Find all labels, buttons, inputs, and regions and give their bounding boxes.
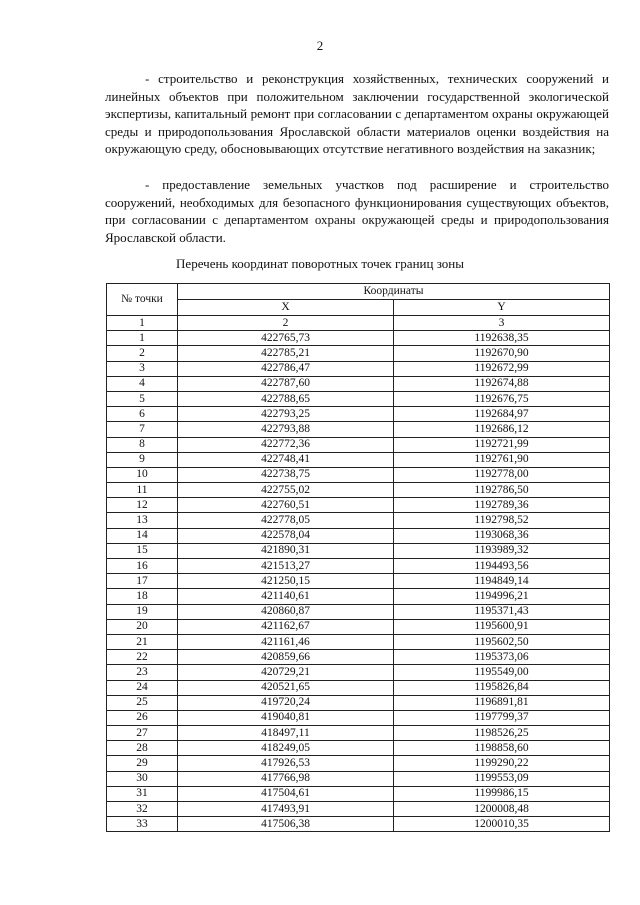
point-number-cell: 7: [107, 422, 178, 437]
point-number-cell: 3: [107, 361, 178, 376]
table-row: [107, 391, 610, 406]
table-row: [107, 619, 610, 634]
y-coordinate-cell: 1192638,35: [394, 331, 610, 346]
header-x: X: [178, 300, 394, 316]
point-number-cell: 2: [107, 346, 178, 361]
y-coordinate-cell: 1192761,90: [394, 452, 610, 467]
point-number-cell: 24: [107, 680, 178, 695]
y-coordinate-cell: 1192684,97: [394, 407, 610, 422]
y-coordinate-cell: 1192674,88: [394, 376, 610, 391]
table-row: [107, 817, 610, 832]
y-coordinate-cell: 1192670,90: [394, 346, 610, 361]
x-coordinate-cell: 419040,81: [178, 710, 394, 725]
table-row: [107, 528, 610, 543]
paragraph-construction: - строительство и реконструкция хозяйственных, технических сооружений и линейных объектов при положительном заключении государственной экологической экспертизы, капитальный ремонт при согласовании с департаментом охраны окружающей среды и природопользования Ярославской области материалов оценки воздействия на окружающую среду, обосновывающих отсутствие негативного воздействия на заказник;: [105, 71, 609, 157]
x-coordinate-cell: 422760,51: [178, 498, 394, 513]
x-coordinate-cell: 422778,05: [178, 513, 394, 528]
x-coordinate-cell: 421161,46: [178, 634, 394, 649]
y-coordinate-cell: 1192798,52: [394, 513, 610, 528]
x-coordinate-cell: 422786,47: [178, 361, 394, 376]
y-coordinate-cell: 1200008,48: [394, 802, 610, 817]
y-coordinate-cell: 1195602,50: [394, 634, 610, 649]
point-number-cell: 18: [107, 589, 178, 604]
point-number-cell: 14: [107, 528, 178, 543]
y-coordinate-cell: 1193068,36: [394, 528, 610, 543]
table-row: [107, 802, 610, 817]
table-row: [107, 589, 610, 604]
y-coordinate-cell: 1195600,91: [394, 619, 610, 634]
x-coordinate-cell: 422793,88: [178, 422, 394, 437]
x-coordinate-cell: 420729,21: [178, 665, 394, 680]
column-number-1: 1: [107, 316, 178, 331]
table-row: [107, 513, 610, 528]
table-row: [107, 452, 610, 467]
point-number-cell: 19: [107, 604, 178, 619]
point-number-cell: 15: [107, 543, 178, 558]
table-row: [107, 407, 610, 422]
point-number-cell: 12: [107, 498, 178, 513]
paragraph-land-plots: - предоставление земельных участков под расширение и строительство сооружений, необходимых для безопасного функционирования существующих объектов, при согласовании с департаментом охраны окружающей среды и природопользования Ярославской области.: [105, 177, 609, 245]
point-number-cell: 1: [107, 331, 178, 346]
x-coordinate-cell: 417504,61: [178, 786, 394, 801]
point-number-cell: 27: [107, 726, 178, 741]
point-number-cell: 5: [107, 391, 178, 406]
x-coordinate-cell: 421162,67: [178, 619, 394, 634]
page-number: 2: [316, 38, 324, 53]
x-coordinate-cell: 420859,66: [178, 650, 394, 665]
point-number-cell: 6: [107, 407, 178, 422]
table-row: [107, 771, 610, 786]
table-row: [107, 361, 610, 376]
point-number-cell: 31: [107, 786, 178, 801]
y-coordinate-cell: 1192789,36: [394, 498, 610, 513]
x-coordinate-cell: 421890,31: [178, 543, 394, 558]
y-coordinate-cell: 1193989,32: [394, 543, 610, 558]
point-number-cell: 26: [107, 710, 178, 725]
x-coordinate-cell: 422787,60: [178, 376, 394, 391]
table-subheader-row: [107, 300, 610, 316]
point-number-cell: 20: [107, 619, 178, 634]
y-coordinate-cell: 1192676,75: [394, 391, 610, 406]
point-number-cell: 21: [107, 634, 178, 649]
point-number-cell: 16: [107, 559, 178, 574]
point-number-cell: 4: [107, 376, 178, 391]
y-coordinate-cell: 1198858,60: [394, 741, 610, 756]
x-coordinate-cell: 417506,38: [178, 817, 394, 832]
point-number-cell: 22: [107, 650, 178, 665]
table-row: [107, 331, 610, 346]
table-row: [107, 574, 610, 589]
y-coordinate-cell: 1198526,25: [394, 726, 610, 741]
point-number-cell: 11: [107, 483, 178, 498]
column-numbers-row: [107, 316, 610, 331]
y-coordinate-cell: 1194849,14: [394, 574, 610, 589]
header-coordinates: Координаты: [178, 284, 610, 300]
table-title: Перечень координат поворотных точек границ зоны: [176, 256, 464, 271]
table-row: [107, 650, 610, 665]
x-coordinate-cell: 422772,36: [178, 437, 394, 452]
y-coordinate-cell: 1194493,56: [394, 559, 610, 574]
x-coordinate-cell: 422755,02: [178, 483, 394, 498]
x-coordinate-cell: 418497,11: [178, 726, 394, 741]
point-number-cell: 29: [107, 756, 178, 771]
x-coordinate-cell: 420521,65: [178, 680, 394, 695]
header-point-number: № точки: [107, 284, 178, 316]
x-coordinate-cell: 417766,98: [178, 771, 394, 786]
y-coordinate-cell: 1200010,35: [394, 817, 610, 832]
x-coordinate-cell: 422788,65: [178, 391, 394, 406]
point-number-cell: 28: [107, 741, 178, 756]
y-coordinate-cell: 1192672,99: [394, 361, 610, 376]
y-coordinate-cell: 1199986,15: [394, 786, 610, 801]
y-coordinate-cell: 1195373,06: [394, 650, 610, 665]
y-coordinate-cell: 1197799,37: [394, 710, 610, 725]
table-row: [107, 437, 610, 452]
x-coordinate-cell: 419720,24: [178, 695, 394, 710]
table-header-row: [107, 284, 610, 300]
x-coordinate-cell: 422793,25: [178, 407, 394, 422]
table-row: [107, 422, 610, 437]
y-coordinate-cell: 1192686,12: [394, 422, 610, 437]
x-coordinate-cell: 422578,04: [178, 528, 394, 543]
x-coordinate-cell: 420860,87: [178, 604, 394, 619]
y-coordinate-cell: 1192721,99: [394, 437, 610, 452]
point-number-cell: 10: [107, 467, 178, 482]
table-row: [107, 498, 610, 513]
point-number-cell: 17: [107, 574, 178, 589]
table-row: [107, 346, 610, 361]
table-row: [107, 741, 610, 756]
y-coordinate-cell: 1196891,81: [394, 695, 610, 710]
table-row: [107, 680, 610, 695]
y-coordinate-cell: 1194996,21: [394, 589, 610, 604]
y-coordinate-cell: 1192778,00: [394, 467, 610, 482]
x-coordinate-cell: 417926,53: [178, 756, 394, 771]
y-coordinate-cell: 1199553,09: [394, 771, 610, 786]
column-number-3: 3: [394, 316, 610, 331]
x-coordinate-cell: 422765,73: [178, 331, 394, 346]
table-row: [107, 786, 610, 801]
y-coordinate-cell: 1199290,22: [394, 756, 610, 771]
table-row: [107, 483, 610, 498]
x-coordinate-cell: 417493,91: [178, 802, 394, 817]
point-number-cell: 13: [107, 513, 178, 528]
x-coordinate-cell: 422738,75: [178, 467, 394, 482]
point-number-cell: 32: [107, 802, 178, 817]
table-row: [107, 543, 610, 558]
x-coordinate-cell: 421140,61: [178, 589, 394, 604]
x-coordinate-cell: 422748,41: [178, 452, 394, 467]
point-number-cell: 30: [107, 771, 178, 786]
point-number-cell: 9: [107, 452, 178, 467]
table-row: [107, 695, 610, 710]
point-number-cell: 8: [107, 437, 178, 452]
table-row: [107, 467, 610, 482]
point-number-cell: 25: [107, 695, 178, 710]
point-number-cell: 23: [107, 665, 178, 680]
y-coordinate-cell: 1195826,84: [394, 680, 610, 695]
table-row: [107, 726, 610, 741]
x-coordinate-cell: 421513,27: [178, 559, 394, 574]
table-row: [107, 710, 610, 725]
coordinates-table: [106, 283, 610, 832]
table-row: [107, 634, 610, 649]
column-number-2: 2: [178, 316, 394, 331]
x-coordinate-cell: 422785,21: [178, 346, 394, 361]
header-y: Y: [394, 300, 610, 316]
x-coordinate-cell: 421250,15: [178, 574, 394, 589]
table-row: [107, 756, 610, 771]
table-row: [107, 604, 610, 619]
y-coordinate-cell: 1195371,43: [394, 604, 610, 619]
table-row: [107, 665, 610, 680]
x-coordinate-cell: 418249,05: [178, 741, 394, 756]
table-row: [107, 376, 610, 391]
point-number-cell: 33: [107, 817, 178, 832]
y-coordinate-cell: 1192786,50: [394, 483, 610, 498]
y-coordinate-cell: 1195549,00: [394, 665, 610, 680]
table-row: [107, 559, 610, 574]
